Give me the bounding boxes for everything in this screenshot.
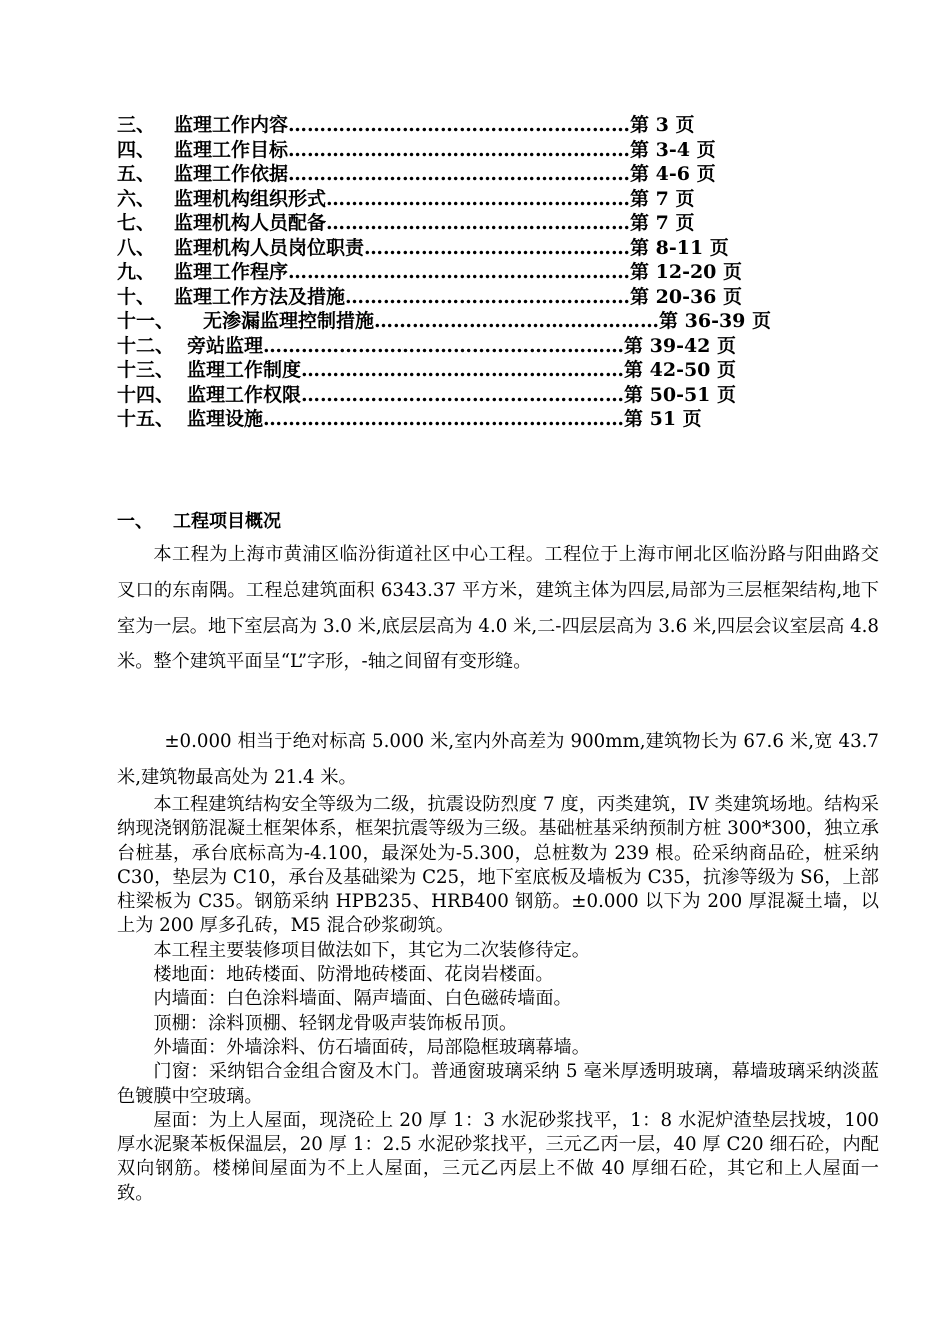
toc-entry: [117, 211, 797, 236]
toc-entry-page: 第 42-50 页: [624, 359, 737, 381]
toc-entry-title: 监理工作目标: [174, 138, 289, 161]
toc-entry-number: 五、: [117, 163, 156, 185]
toc-entry-page: 第 36-39 页: [659, 310, 772, 332]
toc-leader-dots: ……………………………………………: [301, 359, 625, 381]
toc-entry-page: 第 39-42 页: [624, 334, 737, 357]
toc-entry-number: 三、: [117, 114, 156, 136]
paragraph: 门窗：采纳铝合金组合窗及木门。普通窗玻璃采纳 5 毫米厚透明玻璃，幕墙玻璃采纳淡蓝色镀膜中空玻璃。: [117, 1061, 879, 1107]
toc-leader-dots: ………………………………………………: [288, 163, 631, 185]
paragraph: 本工程主要装修项目做法如下，其它为二次装修待定。: [153, 939, 590, 961]
toc-leader-dots: …………………………………………………: [263, 334, 625, 357]
section-heading: [117, 508, 281, 536]
toc-entry-title: 监理工作权限: [187, 383, 302, 406]
toc-entry-page: 第 20-36 页: [630, 285, 743, 308]
toc-entry-number: 十二、: [117, 334, 175, 357]
toc-leader-dots: ………………………………………………: [288, 138, 631, 161]
toc-entry: [117, 285, 797, 310]
toc-entry: [117, 383, 797, 408]
toc-entry: [117, 162, 797, 187]
toc-entry: [117, 260, 797, 285]
paragraph: 楼地面：地砖楼面、防滑地砖楼面、花岗岩楼面。: [153, 964, 554, 986]
toc-entry-title: 监理工作制度: [187, 359, 302, 381]
toc-entry-title: 监理工作依据: [174, 163, 289, 185]
toc-leader-dots: ……………………………………: [364, 236, 631, 259]
toc-entry-title: 旁站监理: [187, 334, 264, 357]
toc-entry-page: 第 50-51 页: [624, 383, 737, 406]
paragraph: 内墙面：白色涂料墙面、隔声墙面、白色磁砖墙面。: [153, 988, 572, 1010]
overview-paragraph-2: [117, 724, 879, 795]
toc-entry-number: 十三、: [117, 359, 175, 381]
toc-leader-dots: …………………………………………………: [263, 408, 625, 430]
paragraph: 外墙面：外墙涂料、仿石墙面砖，局部隐框玻璃幕墙。: [153, 1036, 590, 1058]
structure-and-finish-text: [117, 793, 879, 1206]
toc-entry: [117, 187, 797, 212]
toc-entry-title: 监理工作内容: [174, 114, 289, 136]
paragraph: 本工程为上海市黄浦区临汾街道社区中心工程。工程位于上海市闸北区临汾路与阳曲路交叉口的东南隅。工程总建筑面积 6343.37 平方米，建筑主体为四层,局部为三层框架结构,地下室为一层。地下室层高为 3.0 米,底层层高为 4.0 米,二-四层层高为 3.6 米,四层会议室层高 4.8 米。整个建筑平面呈“L”字形，-轴之间留有变形缝。: [117, 544, 879, 673]
toc-leader-dots: ………………………………………………: [288, 114, 631, 136]
toc-entry-page: 第 12-20 页: [630, 261, 743, 283]
toc-entry-number: 六、: [117, 187, 156, 210]
paragraph: ±0.000 相当于绝对标高 5.000 米,室内外高差为 900mm,建筑物长为 67.6 米,宽 43.7 米,建筑物最高处为 21.4 米。: [117, 731, 879, 788]
paragraph: 本工程建筑结构安全等级为二级，抗震设防烈度 7 度，丙类建筑，IV 类建筑场地。结构采纳现浇钢筋混凝土框架体系，框架抗震等级为三级。基础桩基采纳预制方桩 300*300，独立承台桩基，承台底标高为-4.100，最深处为-5.300，总桩数为 239 根。砼采纳商品砼，桩采纳 C30，垫层为 C10，承台及基础梁为 C25，地下室底板及墙板为 C35，抗渗等级为 S6，上部柱梁板为 C35。钢筋采纳 HPB235、HRB400 钢筋。±0.000 以下为 200 厚混凝土墙，以上为 200 厚多孔砖，M5 混合砂浆砌筑。: [117, 794, 879, 937]
toc-entry-page: 第 7 页: [630, 187, 695, 210]
toc-entry-number: 十一、: [117, 310, 175, 332]
toc-entry-title: 监理设施: [187, 408, 264, 430]
toc-entry-number: 八、: [117, 236, 156, 259]
toc-entry: [117, 358, 797, 383]
toc-entry-title: 监理工作方法及措施: [174, 285, 346, 308]
section-number: 一、: [117, 511, 153, 532]
toc-entry-number: 十四、: [117, 383, 175, 406]
toc-entry-title: 监理机构人员岗位职责: [174, 236, 365, 259]
table-of-contents: [117, 113, 797, 432]
toc-leader-dots: …………………………………………: [326, 212, 631, 234]
overview-paragraph-1: [117, 537, 879, 680]
toc-entry-title: 监理工作程序: [174, 261, 289, 283]
toc-entry-number: 七、: [117, 212, 156, 234]
toc-entry: [117, 334, 797, 359]
toc-entry: [117, 236, 797, 261]
toc-entry-title: 监理机构人员配备: [174, 212, 327, 234]
toc-entry-number: 四、: [117, 138, 156, 161]
toc-entry-page: 第 7 页: [630, 212, 695, 234]
toc-entry-number: 十五、: [117, 408, 175, 430]
toc-entry-page: 第 8-11 页: [630, 236, 729, 259]
paragraph: 屋面：为上人屋面，现浇砼上 20 厚 1：3 水泥砂浆找平，1：8 水泥炉渣垫层找坡，100 厚水泥聚苯板保温层，20 厚 1：2.5 水泥砂浆找平，三元乙丙一层，40 厚 C20 细石砼，内配双向钢筋。楼梯间屋面为不上人屋面，三元乙丙层上不做 40 厚细石砼，其它和上人屋面一致。: [117, 1109, 879, 1204]
toc-leader-dots: ……………………………………………: [301, 383, 625, 406]
toc-entry: [117, 113, 797, 138]
toc-entry-number: 九、: [117, 261, 156, 283]
toc-entry-page: 第 3-4 页: [630, 138, 716, 161]
toc-entry-title: 监理机构组织形式: [174, 187, 327, 210]
toc-entry-page: 第 51 页: [624, 408, 702, 430]
toc-leader-dots: ………………………………………: [345, 285, 631, 308]
toc-entry-page: 第 4-6 页: [630, 163, 716, 185]
paragraph: 顶棚：涂料顶棚、轻钢龙骨吸声装饰板吊顶。: [153, 1012, 518, 1034]
toc-leader-dots: ………………………………………: [374, 310, 660, 332]
toc-entry-page: 第 3 页: [630, 114, 695, 136]
toc-entry-number: 十、: [117, 285, 156, 308]
toc-entry: [117, 309, 797, 334]
toc-entry: [117, 407, 797, 432]
section-title: 工程项目概况: [173, 511, 281, 532]
toc-leader-dots: ………………………………………………: [288, 261, 631, 283]
toc-entry: [117, 138, 797, 163]
toc-leader-dots: …………………………………………: [326, 187, 631, 210]
toc-entry-title: 无渗漏监理控制措施: [203, 310, 375, 332]
